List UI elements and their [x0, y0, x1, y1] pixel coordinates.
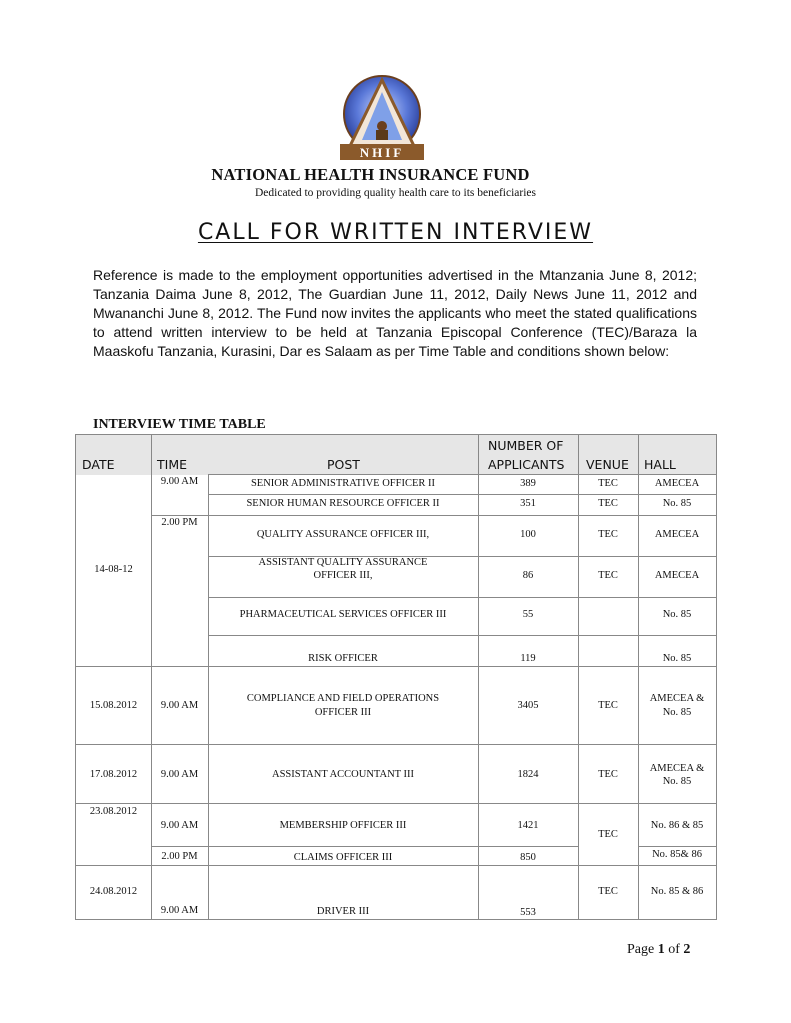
applicants-cell: 119	[520, 653, 536, 664]
column-header-applicants: APPLICANTS	[488, 457, 565, 472]
hall-cell: No. 85	[662, 498, 692, 509]
time-cell: 9.00 AM	[160, 476, 199, 487]
applicants-cell: 1824	[517, 769, 539, 780]
rule	[151, 515, 716, 516]
applicants-cell: 100	[520, 529, 536, 540]
rule	[208, 474, 716, 475]
hall-cell: AMECEA	[654, 478, 700, 489]
page-word: Page	[627, 942, 655, 957]
rule	[76, 666, 716, 667]
column-header-venue: VENUE	[586, 457, 629, 472]
svg-text:NHIF: NHIF	[359, 145, 405, 160]
of-word: of	[668, 942, 680, 957]
current-page: 1	[657, 942, 665, 957]
time-cell: 9.00 AM	[160, 769, 199, 780]
organization-tagline: Dedicated to providing quality health care to its beneficiaries	[254, 187, 536, 199]
hall-cell: No. 85& 86	[652, 849, 702, 860]
total-pages: 2	[683, 942, 691, 957]
venue-cell: TEC	[598, 498, 618, 509]
rule	[151, 846, 578, 847]
column-header-post: POST	[327, 457, 360, 472]
date-cell: 15.08.2012	[89, 700, 138, 711]
date-cell: 17.08.2012	[89, 769, 138, 780]
applicants-cell: 553	[520, 907, 536, 918]
hall-cell: No. 85 & 86	[650, 886, 704, 897]
time-cell: 2.00 PM	[161, 851, 198, 862]
time-cell: 2.00 PM	[161, 517, 198, 528]
time-cell: 9.00 AM	[160, 820, 199, 831]
date-cell: 23.08.2012	[89, 806, 138, 817]
post-cell-line2: OFFICER III	[314, 707, 372, 718]
hall-cell-line2: No. 85	[662, 776, 692, 787]
post-cell: MEMBERSHIP OFFICER III	[279, 820, 407, 831]
hall-cell: AMECEA &	[649, 763, 705, 774]
venue-cell: TEC	[598, 769, 618, 780]
column-header-number-of: NUMBER OF	[488, 438, 564, 453]
post-cell: SENIOR HUMAN RESOURCE OFFICER II	[246, 498, 440, 509]
venue-cell: TEC	[598, 478, 618, 489]
rule	[638, 846, 716, 847]
column-header-time: TIME	[157, 457, 188, 472]
rule	[208, 494, 716, 495]
applicants-cell: 850	[520, 852, 536, 863]
hall-cell: AMECEA	[654, 570, 700, 581]
intro-paragraph: Reference is made to the employment opportunities advertised in the Mtanzania June 8, 2012; Tanzania Daima June 8, 2012, The Guardian June 11, 2012, Daily News June 11, 2012 and Mwananchi June 8, 2012. The Fund now invites the applicants who meet the stated qualifications to attend written interview to be held at Tanzania Episcopal Conference (TEC)/Baraza la Maaskofu Tanzania, Kurasini, Dar es Salaam as per Time Table and conditions shown below:	[93, 267, 697, 359]
document-title	[0, 220, 791, 245]
hall-cell: AMECEA &	[649, 693, 705, 704]
post-cell: COMPLIANCE AND FIELD OPERATIONS	[246, 693, 440, 704]
time-cell: 9.00 AM	[160, 905, 199, 916]
time-cell: 9.00 AM	[160, 700, 199, 711]
post-cell-line2: OFFICER III,	[313, 570, 373, 581]
date-cell: 14-08-12	[94, 564, 133, 575]
hall-cell: No. 85	[662, 653, 692, 664]
column-header-date: DATE	[82, 457, 115, 472]
hall-cell: AMECEA	[654, 529, 700, 540]
applicants-cell: 389	[520, 478, 536, 489]
post-cell: DRIVER III	[316, 906, 370, 917]
post-cell: QUALITY ASSURANCE OFFICER III,	[256, 529, 430, 540]
post-cell: ASSISTANT QUALITY ASSURANCE	[258, 557, 428, 568]
hall-cell-line2: No. 85	[662, 707, 692, 718]
rule	[76, 865, 716, 866]
document-title-text: CALL FOR WRITTEN INTERVIEW	[197, 220, 594, 245]
hall-cell: No. 86 & 85	[650, 820, 704, 831]
nhif-logo	[332, 74, 432, 166]
venue-cell: TEC	[598, 886, 618, 897]
venue-cell: TEC	[598, 570, 618, 581]
post-cell: PHARMACEUTICAL SERVICES OFFICER III	[239, 609, 447, 620]
page-number	[627, 942, 690, 958]
rule	[76, 803, 716, 804]
applicants-cell: 55	[522, 609, 534, 620]
applicants-cell: 3405	[517, 700, 539, 711]
rule	[208, 597, 716, 598]
post-cell: CLAIMS OFFICER III	[293, 852, 393, 863]
post-cell: ASSISTANT ACCOUNTANT III	[271, 769, 415, 780]
venue-cell: TEC	[598, 700, 618, 711]
applicants-cell: 351	[520, 498, 536, 509]
applicants-cell: 86	[522, 570, 534, 581]
table-heading: INTERVIEW TIME TABLE	[93, 417, 266, 432]
hall-cell: No. 85	[662, 609, 692, 620]
organization-name: NATIONAL HEALTH INSURANCE FUND	[211, 165, 530, 184]
rule	[76, 744, 716, 745]
interview-time-table	[75, 434, 717, 920]
rule	[208, 635, 716, 636]
applicants-cell: 1421	[517, 820, 539, 831]
post-cell: RISK OFFICER	[308, 653, 378, 664]
venue-cell: TEC	[598, 829, 618, 840]
venue-cell: TEC	[598, 529, 618, 540]
date-cell: 24.08.2012	[89, 886, 138, 897]
column-header-hall: HALL	[644, 457, 676, 472]
post-cell: SENIOR ADMINISTRATIVE OFFICER II	[250, 478, 436, 489]
